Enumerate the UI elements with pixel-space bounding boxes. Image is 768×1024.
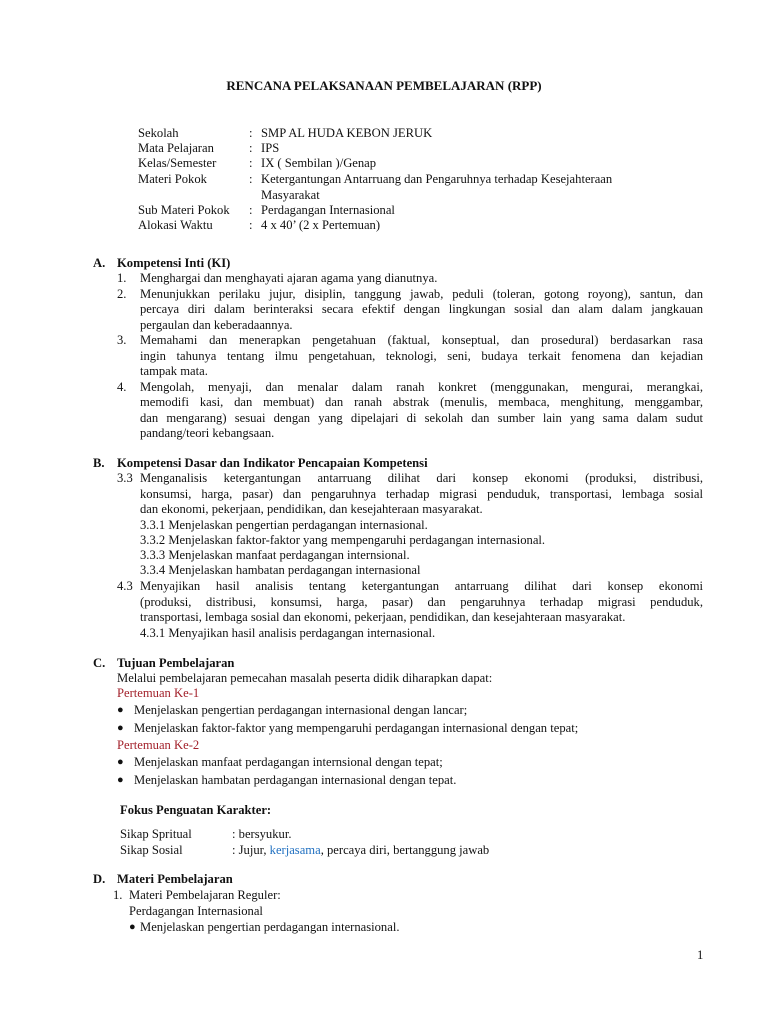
- identity-value: Perdagangan Internasional: [261, 203, 395, 217]
- meeting-2-label: Pertemuan Ke-2: [117, 738, 200, 752]
- section-a-heading: Kompetensi Inti (KI): [117, 256, 231, 270]
- goal-item: Menjelaskan faktor-faktor yang mempengaruhi perdagangan internasional dengan tepat;: [134, 721, 579, 735]
- identity-value: SMP AL HUDA KEBON JERUK: [261, 126, 433, 140]
- character-focus-heading: Fokus Penguatan Karakter:: [120, 803, 272, 817]
- identity-value: 4 x 40’ (2 x Pertemuan): [261, 218, 381, 232]
- identity-value: IPS: [261, 141, 280, 155]
- ki-number: 2.: [117, 287, 127, 301]
- section-b-heading: Kompetensi Dasar dan Indikator Pencapaian Kompetensi: [117, 456, 428, 470]
- social-label: Sikap Sosial: [120, 843, 183, 857]
- ki-text: pandang/teori kebangsaan.: [140, 426, 275, 440]
- goal-item: Menjelaskan hambatan perdagangan internasional dengan tepat.: [134, 773, 457, 787]
- kd-text: Menganalisis ketergantungan antarruang dilihat dari konsep ekonomi (produksi, distribusi,: [140, 471, 703, 485]
- kd-number: 3.3: [117, 471, 133, 485]
- kd-text: dan ekonomi, pekerjaan, pendidikan, dan kesejahteraan masyarakat.: [140, 502, 483, 516]
- bullet-icon: ●: [117, 722, 124, 734]
- ki-text: Mengolah, menyaji, dan menalar dalam ranah konkret (menggunakan, mengurai, merangkai,: [140, 380, 703, 394]
- bullet-icon: ●: [117, 774, 124, 786]
- goal-item: Menjelaskan manfaat perdagangan internsional dengan tepat;: [134, 755, 443, 769]
- ki-text: Memahami dan menerapkan pengetahuan (faktual, konseptual, dan prosedural) berdasarkan rasa: [140, 333, 703, 347]
- ki-number: 1.: [117, 271, 127, 285]
- identity-colon: :: [249, 172, 253, 186]
- identity-label: Kelas/Semester: [138, 156, 217, 170]
- social-value: [232, 843, 489, 858]
- section-a-letter: A.: [93, 256, 106, 270]
- identity-label: Sekolah: [138, 126, 179, 140]
- page-title: RENCANA PELAKSANAAN PEMBELAJARAN (RPP): [226, 78, 542, 93]
- kd-number: 4.3: [117, 579, 133, 593]
- section-d-letter: D.: [93, 872, 106, 886]
- ki-text: ingin tahunya tentang ilmu pengetahuan, teknologi, seni, budaya terkait fenomena dan kejadian: [140, 349, 703, 363]
- section-c-heading: Tujuan Pembelajaran: [117, 656, 235, 670]
- ki-text: pergaulan dan keberadaannya.: [140, 318, 293, 332]
- indicator-item: 3.3.4 Menjelaskan hambatan perdagangan internasional: [140, 563, 421, 577]
- kd-text: transportasi, lembaga sosial dan ekonomi, pekerjaan, pendidikan, dan kesejahteraan masyarakat.: [140, 610, 626, 624]
- identity-value: IX ( Sembilan )/Genap: [261, 156, 377, 170]
- kd-text: (produksi, distribusi, konsumsi, harga, pasar) dan pengaruhnya terhadap migrasi penduduk,: [140, 595, 703, 609]
- identity-colon: :: [249, 156, 253, 170]
- spiritual-label: Sikap Spritual: [120, 827, 192, 841]
- identity-colon: :: [249, 203, 253, 217]
- bullet-icon: ●: [129, 921, 136, 933]
- section-c-letter: C.: [93, 656, 106, 670]
- indicator-item: 4.3.1 Menyajikan hasil analisis perdagangan internasional.: [140, 626, 436, 640]
- ki-text: tampak mata.: [140, 364, 208, 378]
- ki-number: 4.: [117, 380, 127, 394]
- ki-text: Menunjukkan perilaku jujur, disiplin, tanggung jawab, peduli (toleran, gotong royong), santun, dan: [140, 287, 703, 301]
- section-d-heading: Materi Pembelajaran: [117, 872, 233, 886]
- social-value-highlight: kerjasama: [269, 843, 321, 857]
- material-subtitle: Perdagangan Internasional: [129, 904, 263, 918]
- social-value-prefix: : Jujur,: [232, 843, 270, 857]
- kd-text: Menyajikan hasil analisis tentang ketergantungan antarruang dilihat dari konsep ekonomi: [140, 579, 703, 593]
- bullet-icon: ●: [117, 756, 124, 768]
- indicator-item: 3.3.3 Menjelaskan manfaat perdagangan internsional.: [140, 548, 410, 562]
- spiritual-value: : bersyukur.: [232, 827, 292, 841]
- material-bullet-item: Menjelaskan pengertian perdagangan internasional.: [140, 920, 400, 934]
- kd-text: konsumsi, harga, pasar) dan pengaruhnya terhadap migrasi penduduk, transportasi, lembaga sosial: [140, 487, 703, 501]
- identity-colon: :: [249, 141, 253, 155]
- goal-item: Menjelaskan pengertian perdagangan internasional dengan lancar;: [134, 703, 468, 717]
- ki-text: percaya diri dalam berinteraksi secara efektif dengan lingkungan sosial dan alam dalam jangkauan: [140, 302, 703, 316]
- indicator-item: 3.3.1 Menjelaskan pengertian perdagangan internasional.: [140, 518, 428, 532]
- identity-label: Sub Materi Pokok: [138, 203, 230, 217]
- ki-text: Menghargai dan menghayati ajaran agama yang dianutnya.: [140, 271, 438, 285]
- ki-text: memodifi kasi, dan membuat) dan ranah abstrak (menulis, membaca, menghitung, menggambar,: [140, 395, 703, 409]
- material-number: 1.: [113, 888, 123, 902]
- section-b-letter: B.: [93, 456, 105, 470]
- ki-number: 3.: [117, 333, 127, 347]
- material-item: Materi Pembelajaran Reguler:: [129, 888, 281, 902]
- meeting-1-label: Pertemuan Ke-1: [117, 686, 200, 700]
- identity-value-continued: Masyarakat: [261, 188, 320, 202]
- identity-colon: :: [249, 218, 253, 232]
- identity-colon: :: [249, 126, 253, 140]
- bullet-icon: ●: [117, 704, 124, 716]
- identity-label: Mata Pelajaran: [138, 141, 214, 155]
- goals-intro: Melalui pembelajaran pemecahan masalah peserta didik diharapkan dapat:: [117, 671, 493, 685]
- page-number: 1: [697, 948, 704, 962]
- social-value-suffix: , percaya diri, bertanggung jawab: [320, 843, 490, 857]
- identity-value: Ketergantungan Antarruang dan Pengaruhnya terhadap Kesejahteraan: [261, 172, 613, 186]
- indicator-item: 3.3.2 Menjelaskan faktor-faktor yang mempengaruhi perdagangan internasional.: [140, 533, 546, 547]
- identity-label: Materi Pokok: [138, 172, 207, 186]
- identity-label: Alokasi Waktu: [138, 218, 213, 232]
- ki-text: dan mengarang) sesuai dengan yang dipelajari di sekolah dan sumber lain yang sama dalam sudut: [140, 411, 703, 425]
